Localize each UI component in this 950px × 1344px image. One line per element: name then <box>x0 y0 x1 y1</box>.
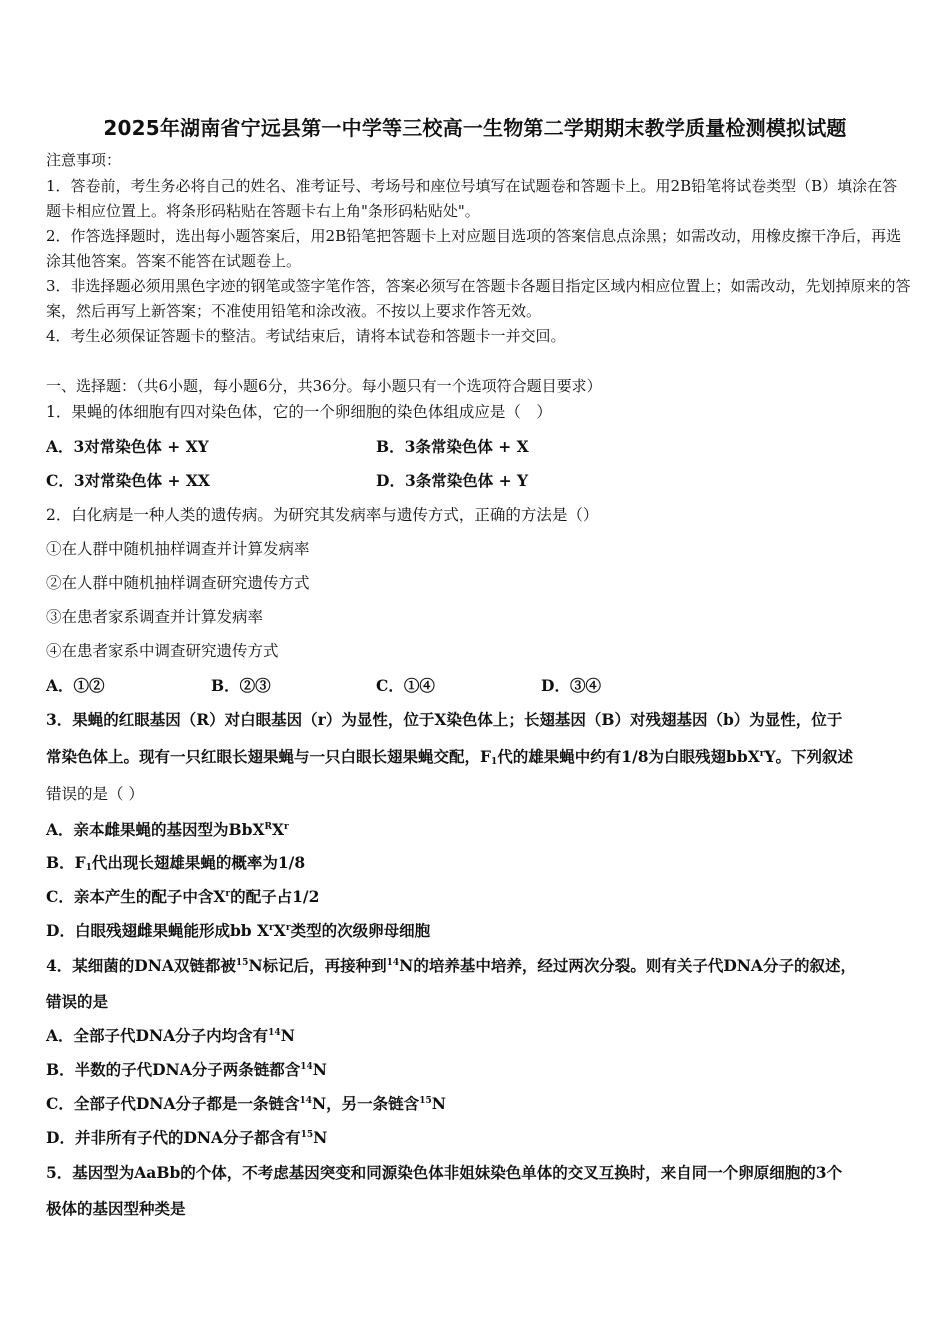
q3-option-d: D．白眼残翅雌果蝇能形成bb $X^rX^r$类型的次级卵母细胞 <box>46 921 431 940</box>
q3-stem-line-2: 常染色体上。现有一只红眼长翅果蝇与一只白眼长翅果蝇交配，$F_1$代的雄果蝇中约有1/8为白眼残翅bbX$^r$Y。下列叙述 <box>46 747 854 767</box>
notice-item-4: 4．考生必须保证答题卡的整洁。考试结束后，请将本试卷和答题卡一并交回。 <box>46 327 566 345</box>
q5-stem-line-2: 极体的基因型种类是 <box>46 1199 186 1218</box>
q2-option-d: D．③④ <box>541 676 601 695</box>
q1-option-a: A．3对常染色体 + XY <box>46 437 209 456</box>
q3-option-c: C．亲本产生的配子中含$X^r$的配子占1/2 <box>46 887 320 906</box>
q2-statement-3: ③在患者家系调查并计算发病率 <box>46 608 264 626</box>
q1-option-b: B．3条常染色体 + X <box>376 437 529 456</box>
q4-option-d: D．并非所有子代的DNA分子都含有$^{15}$N <box>46 1128 328 1147</box>
notice-item-1: 1．答卷前，考生务必将自己的姓名、准考证号、考场号和座位号填写在试题卷和答题卡上。用2B铅笔将试卷类型（B）填涂在答题卡相应位置上。将条形码粘贴在答题卡右上角"条形码粘贴处"。 <box>46 177 898 220</box>
section-heading: 一、选择题：（共6小题，每小题6分，共36分。每小题只有一个选项符合题目要求） <box>46 377 602 395</box>
q3-option-a: A．亲本雌果蝇的基因型为$BbX^RX^r$ <box>46 820 289 839</box>
q3-stem-line-3: 错误的是（ ） <box>46 785 144 803</box>
q4-stem-line-1: 4．某细菌的DNA双链都被$^{15}$N标记后，再接种到$^{14}$N的培养基中培养，经过两次分裂。则有关子代DNA分子的叙述， <box>46 956 856 975</box>
q2-statement-1: ①在人群中随机抽样调查并计算发病率 <box>46 540 310 558</box>
q3-stem-line-1: 3．果蝇的红眼基因（R）对白眼基因（r）为显性，位于X染色体上；长翅基因（B）对残翅基因（b）为显性，位于 <box>46 710 843 729</box>
q5-stem-line-1: 5．基因型为AaBb的个体，不考虑基因突变和同源染色体非姐妹染色单体的交叉互换时，来自同一个卵原细胞的3个 <box>46 1163 843 1182</box>
q4-option-b: B．半数的子代DNA分子两条链都含$^{14}$N <box>46 1060 327 1079</box>
q1-stem: 1．果蝇的体细胞有四对染色体，它的一个卵细胞的染色体组成应是（ ） <box>46 403 552 421</box>
q1-option-c: C．3对常染色体 + XX <box>46 471 210 490</box>
q2-statement-2: ②在人群中随机抽样调查研究遗传方式 <box>46 574 310 592</box>
q2-stem: 2．白化病是一种人类的遗传病。为研究其发病率与遗传方式，正确的方法是（） <box>46 506 599 524</box>
q2-option-c: C．①④ <box>376 676 435 695</box>
q2-option-b: B．②③ <box>211 676 271 695</box>
q4-option-a: A．全部子代DNA分子内均含有$^{14}$N <box>46 1026 295 1045</box>
notice-heading: 注意事项： <box>46 151 122 169</box>
notice-item-2: 2．作答选择题时，选出每小题答案后，用2B铅笔把答题卡上对应题目选项的答案信息点涂黑；如需改动，用橡皮擦干净后，再选涂其他答案。答案不能答在试题卷上。 <box>46 227 902 270</box>
notice-item-3: 3．非选择题必须用黑色字迹的钢笔或签字笔作答，答案必须写在答题卡各题目指定区域内相应位置上；如需改动，先划掉原来的答案，然后再写上新答案；不准使用铅笔和涂改液。不按以上要求作答无效。 <box>46 277 911 320</box>
q1-option-d: D．3条常染色体 + Y <box>376 471 529 490</box>
q4-option-c: C．全部子代DNA分子都是一条链含$^{14}$N，另一条链含$^{15}$N <box>46 1094 446 1113</box>
q3-option-b: B．$F_1$代出现长翅雄果蝇的概率为1/8 <box>46 853 306 873</box>
page-title: 2025年湖南省宁远县第一中学等三校高一生物第二学期期末教学质量检测模拟试题 <box>103 116 847 140</box>
q4-stem-line-2: 错误的是 <box>46 992 109 1011</box>
q2-statement-4: ④在患者家系中调查研究遗传方式 <box>46 642 279 660</box>
q2-option-a: A．①② <box>46 676 105 695</box>
